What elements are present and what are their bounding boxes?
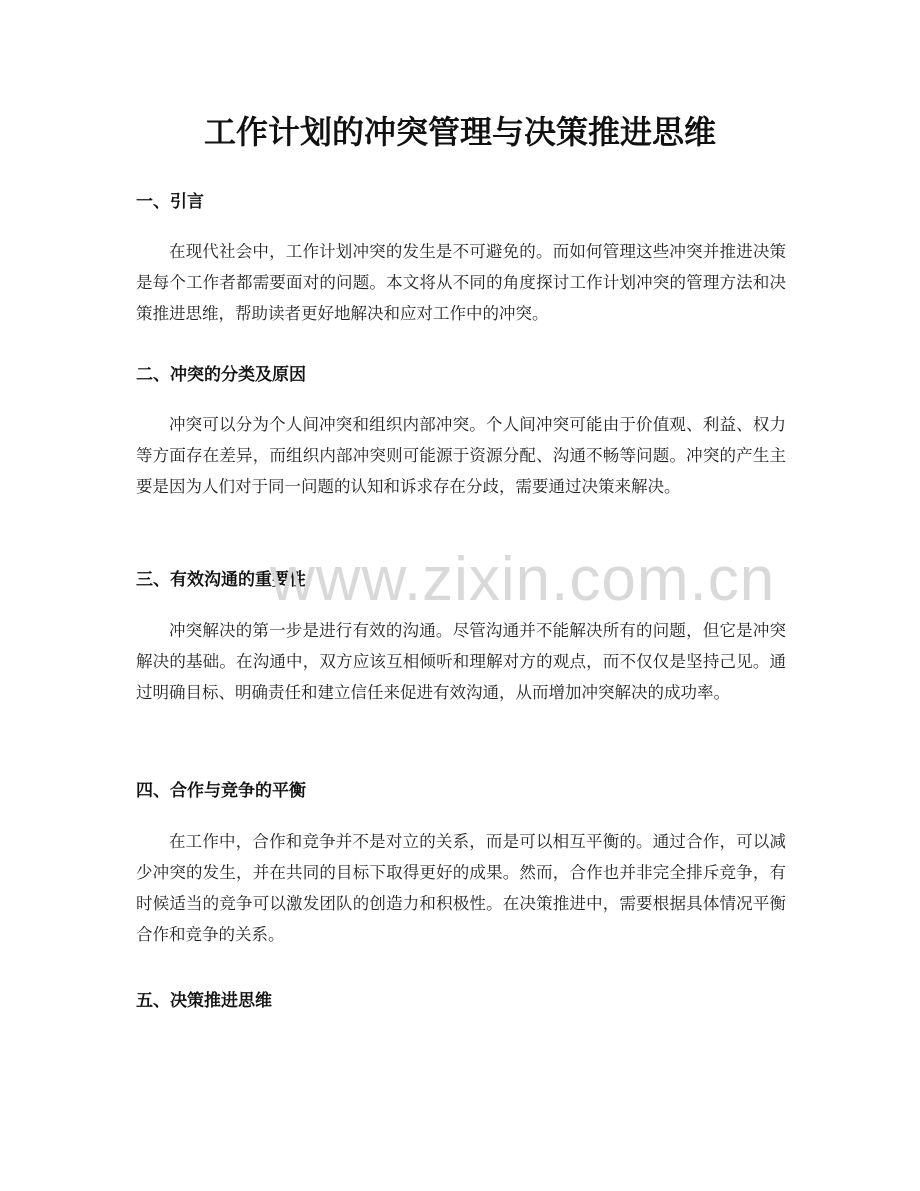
section-heading-cooperation-competition: 四、合作与竞争的平衡	[136, 781, 306, 801]
section-heading-introduction: 一、引言	[136, 192, 204, 212]
section-heading-conflict-types: 二、冲突的分类及原因	[136, 365, 306, 385]
section-heading-communication: 三、有效沟通的重要性	[136, 570, 306, 590]
section-paragraph-communication: 冲突解决的第一步是进行有效的沟通。尽管沟通并不能解决所有的问题，但它是冲突解决的基础。在沟通中，双方应该互相倾听和理解对方的观点，而不仅仅是坚持己见。通过明确目标、明确责任和建立信任来促进有效沟通，从而增加冲突解决的成功率。	[136, 621, 786, 702]
watermark-text: www.zixin.com.cn	[270, 545, 776, 614]
section-paragraph-introduction: 在现代社会中，工作计划冲突的发生是不可避免的。而如何管理这些冲突并推进决策是每个工作者都需要面对的问题。本文将从不同的角度探讨工作计划冲突的管理方法和决策推进思维，帮助读者更好地解决和应对工作中的冲突。	[136, 242, 786, 323]
section-paragraph-conflict-types: 冲突可以分为个人间冲突和组织内部冲突。个人间冲突可能由于价值观、利益、权力等方面存在差异，而组织内部冲突则可能源于资源分配、沟通不畅等问题。冲突的产生主要是因为人们对于同一问题的认知和诉求存在分歧，需要通过决策来解决。	[136, 415, 786, 496]
section-paragraph-cooperation-competition: 在工作中，合作和竞争并不是对立的关系，而是可以相互平衡的。通过合作，可以减少冲突的发生，并在共同的目标下取得更好的成果。然而，合作也并非完全排斥竞争，有时候适当的竞争可以激发团队的创造力和积极性。在决策推进中，需要根据具体情况平衡合作和竞争的关系。	[136, 832, 786, 944]
section-heading-decision-thinking: 五、决策推进思维	[136, 991, 272, 1011]
document-title: 工作计划的冲突管理与决策推进思维	[203, 113, 716, 151]
